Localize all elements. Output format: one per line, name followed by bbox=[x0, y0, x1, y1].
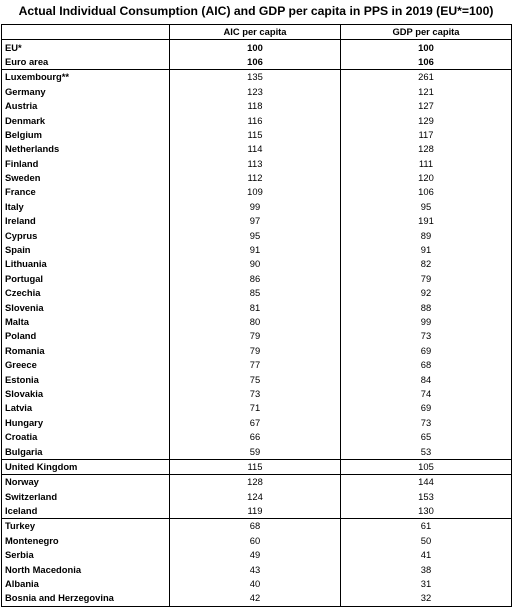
gdp-value-cell: 68 bbox=[341, 358, 512, 372]
gdp-value-cell: 127 bbox=[341, 99, 512, 113]
table-row bbox=[2, 315, 512, 329]
gdp-value-cell: 100 bbox=[341, 40, 512, 55]
aic-value-cell: 116 bbox=[170, 113, 341, 127]
gdp-value-cell: 65 bbox=[341, 430, 512, 444]
table-row bbox=[2, 534, 512, 548]
country-cell: Romania bbox=[2, 344, 170, 358]
gdp-value-cell: 73 bbox=[341, 416, 512, 430]
gdp-value-cell: 50 bbox=[341, 534, 512, 548]
aic-value-cell: 119 bbox=[170, 504, 341, 519]
table-row bbox=[2, 272, 512, 286]
table-row bbox=[2, 185, 512, 199]
gdp-value-cell: 74 bbox=[341, 387, 512, 401]
gdp-value-cell: 191 bbox=[341, 214, 512, 228]
gdp-value-cell: 130 bbox=[341, 504, 512, 519]
aic-value-cell: 59 bbox=[170, 444, 341, 459]
aic-value-cell: 40 bbox=[170, 577, 341, 591]
country-cell: Belgium bbox=[2, 128, 170, 142]
aic-value-cell: 97 bbox=[170, 214, 341, 228]
country-cell: France bbox=[2, 185, 170, 199]
country-cell: United Kingdom bbox=[2, 459, 170, 474]
country-cell: Croatia bbox=[2, 430, 170, 444]
header-country bbox=[2, 25, 170, 40]
country-cell: Slovakia bbox=[2, 387, 170, 401]
gdp-value-cell: 106 bbox=[341, 185, 512, 199]
header-aic: AIC per capita bbox=[170, 25, 341, 40]
aic-value-cell: 135 bbox=[170, 70, 341, 85]
aic-value-cell: 115 bbox=[170, 459, 341, 474]
table-row bbox=[2, 99, 512, 113]
country-cell: North Macedonia bbox=[2, 562, 170, 576]
table-row bbox=[2, 85, 512, 99]
table-row bbox=[2, 401, 512, 415]
table-row bbox=[2, 200, 512, 214]
country-cell: Germany bbox=[2, 85, 170, 99]
country-cell: Euro area bbox=[2, 55, 170, 70]
aic-value-cell: 106 bbox=[170, 55, 341, 70]
country-cell: Sweden bbox=[2, 171, 170, 185]
country-cell: Lithuania bbox=[2, 257, 170, 271]
aic-value-cell: 128 bbox=[170, 475, 341, 490]
header-gdp: GDP per capita bbox=[341, 25, 512, 40]
gdp-value-cell: 38 bbox=[341, 562, 512, 576]
country-cell: Malta bbox=[2, 315, 170, 329]
aic-value-cell: 77 bbox=[170, 358, 341, 372]
gdp-value-cell: 69 bbox=[341, 401, 512, 415]
gdp-value-cell: 41 bbox=[341, 548, 512, 562]
aic-value-cell: 81 bbox=[170, 300, 341, 314]
aic-value-cell: 109 bbox=[170, 185, 341, 199]
table-row bbox=[2, 416, 512, 430]
table-row bbox=[2, 329, 512, 343]
table-row bbox=[2, 344, 512, 358]
gdp-value-cell: 129 bbox=[341, 113, 512, 127]
aic-value-cell: 79 bbox=[170, 344, 341, 358]
table-row bbox=[2, 286, 512, 300]
table-row bbox=[2, 430, 512, 444]
gdp-value-cell: 120 bbox=[341, 171, 512, 185]
gdp-value-cell: 88 bbox=[341, 300, 512, 314]
gdp-value-cell: 32 bbox=[341, 591, 512, 606]
aic-value-cell: 49 bbox=[170, 548, 341, 562]
table-row bbox=[2, 562, 512, 576]
aic-value-cell: 75 bbox=[170, 372, 341, 386]
country-cell: Luxembourg** bbox=[2, 70, 170, 85]
country-cell: Czechia bbox=[2, 286, 170, 300]
gdp-value-cell: 144 bbox=[341, 475, 512, 490]
country-cell: Slovenia bbox=[2, 300, 170, 314]
aic-value-cell: 91 bbox=[170, 243, 341, 257]
table-row bbox=[2, 387, 512, 401]
aic-value-cell: 124 bbox=[170, 490, 341, 504]
aic-value-cell: 67 bbox=[170, 416, 341, 430]
aic-value-cell: 115 bbox=[170, 128, 341, 142]
gdp-value-cell: 105 bbox=[341, 459, 512, 474]
table-row bbox=[2, 70, 512, 85]
country-cell: Norway bbox=[2, 475, 170, 490]
country-cell: Finland bbox=[2, 157, 170, 171]
table-row bbox=[2, 475, 512, 490]
aic-value-cell: 112 bbox=[170, 171, 341, 185]
country-cell: Austria bbox=[2, 99, 170, 113]
aic-value-cell: 95 bbox=[170, 228, 341, 242]
table-row bbox=[2, 55, 512, 70]
country-cell: Latvia bbox=[2, 401, 170, 415]
country-cell: Cyprus bbox=[2, 228, 170, 242]
aic-value-cell: 60 bbox=[170, 534, 341, 548]
country-cell: Montenegro bbox=[2, 534, 170, 548]
table-row bbox=[2, 40, 512, 55]
gdp-value-cell: 106 bbox=[341, 55, 512, 70]
table-row bbox=[2, 519, 512, 534]
gdp-value-cell: 153 bbox=[341, 490, 512, 504]
table-row bbox=[2, 171, 512, 185]
table-row bbox=[2, 504, 512, 519]
gdp-value-cell: 31 bbox=[341, 577, 512, 591]
gdp-value-cell: 79 bbox=[341, 272, 512, 286]
table-row bbox=[2, 228, 512, 242]
aic-value-cell: 86 bbox=[170, 272, 341, 286]
gdp-value-cell: 69 bbox=[341, 344, 512, 358]
table-row bbox=[2, 577, 512, 591]
aic-value-cell: 66 bbox=[170, 430, 341, 444]
table-row bbox=[2, 113, 512, 127]
country-cell: Estonia bbox=[2, 372, 170, 386]
gdp-value-cell: 61 bbox=[341, 519, 512, 534]
aic-value-cell: 68 bbox=[170, 519, 341, 534]
country-cell: Ireland bbox=[2, 214, 170, 228]
table-row bbox=[2, 257, 512, 271]
gdp-value-cell: 91 bbox=[341, 243, 512, 257]
country-cell: Iceland bbox=[2, 504, 170, 519]
country-cell: Denmark bbox=[2, 113, 170, 127]
gdp-value-cell: 95 bbox=[341, 200, 512, 214]
gdp-value-cell: 117 bbox=[341, 128, 512, 142]
gdp-value-cell: 89 bbox=[341, 228, 512, 242]
table-row bbox=[2, 490, 512, 504]
aic-value-cell: 123 bbox=[170, 85, 341, 99]
gdp-value-cell: 73 bbox=[341, 329, 512, 343]
aic-value-cell: 113 bbox=[170, 157, 341, 171]
gdp-value-cell: 111 bbox=[341, 157, 512, 171]
table-title: Actual Individual Consumption (AIC) and GDP per capita in PPS in 2019 (EU*=100) bbox=[18, 4, 494, 18]
table-row bbox=[2, 444, 512, 459]
aic-value-cell: 90 bbox=[170, 257, 341, 271]
country-cell: Portugal bbox=[2, 272, 170, 286]
country-cell: Hungary bbox=[2, 416, 170, 430]
aic-value-cell: 80 bbox=[170, 315, 341, 329]
aic-value-cell: 71 bbox=[170, 401, 341, 415]
table-row bbox=[2, 358, 512, 372]
aic-value-cell: 42 bbox=[170, 591, 341, 606]
table-body bbox=[2, 40, 512, 606]
table-row bbox=[2, 128, 512, 142]
table-row bbox=[2, 142, 512, 156]
gdp-value-cell: 92 bbox=[341, 286, 512, 300]
table-row bbox=[2, 591, 512, 606]
country-cell: Italy bbox=[2, 200, 170, 214]
aic-value-cell: 85 bbox=[170, 286, 341, 300]
gdp-value-cell: 99 bbox=[341, 315, 512, 329]
gdp-value-cell: 128 bbox=[341, 142, 512, 156]
gdp-value-cell: 53 bbox=[341, 444, 512, 459]
aic-value-cell: 79 bbox=[170, 329, 341, 343]
gdp-value-cell: 82 bbox=[341, 257, 512, 271]
table-row bbox=[2, 214, 512, 228]
gdp-value-cell: 121 bbox=[341, 85, 512, 99]
table-row bbox=[2, 548, 512, 562]
country-cell: Netherlands bbox=[2, 142, 170, 156]
aic-value-cell: 118 bbox=[170, 99, 341, 113]
table-row bbox=[2, 243, 512, 257]
table-row bbox=[2, 372, 512, 386]
table-row bbox=[2, 157, 512, 171]
table-row bbox=[2, 300, 512, 314]
aic-value-cell: 73 bbox=[170, 387, 341, 401]
country-cell: Serbia bbox=[2, 548, 170, 562]
country-cell: Turkey bbox=[2, 519, 170, 534]
country-cell: Albania bbox=[2, 577, 170, 591]
table-row bbox=[2, 459, 512, 474]
header-row bbox=[2, 25, 512, 40]
country-cell: Bosnia and Herzegovina bbox=[2, 591, 170, 606]
gdp-value-cell: 261 bbox=[341, 70, 512, 85]
country-cell: Poland bbox=[2, 329, 170, 343]
country-cell: Greece bbox=[2, 358, 170, 372]
aic-value-cell: 100 bbox=[170, 40, 341, 55]
data-table bbox=[1, 24, 512, 607]
aic-value-cell: 43 bbox=[170, 562, 341, 576]
country-cell: Bulgaria bbox=[2, 444, 170, 459]
country-cell: EU* bbox=[2, 40, 170, 55]
gdp-value-cell: 84 bbox=[341, 372, 512, 386]
aic-value-cell: 99 bbox=[170, 200, 341, 214]
aic-value-cell: 114 bbox=[170, 142, 341, 156]
country-cell: Switzerland bbox=[2, 490, 170, 504]
country-cell: Spain bbox=[2, 243, 170, 257]
